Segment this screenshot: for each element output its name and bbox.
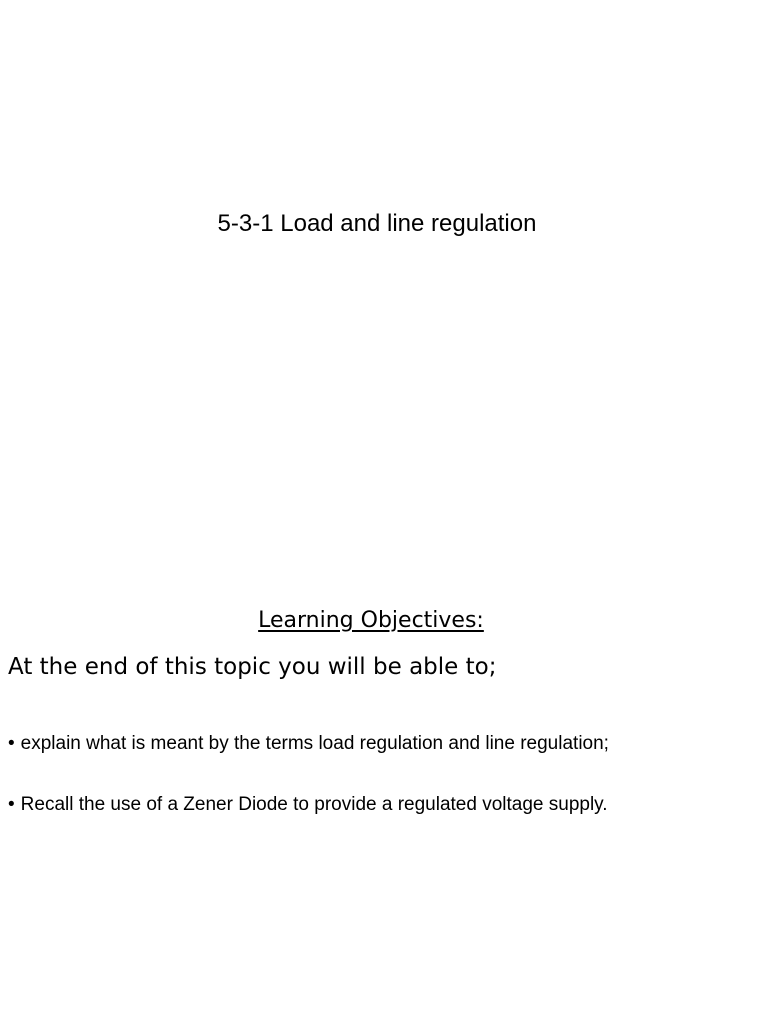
- bullet: •: [8, 794, 15, 815]
- objective-text: Recall the use of a Zener Diode to provide a regulated voltage supply.: [20, 794, 608, 815]
- objective-item: [8, 729, 609, 759]
- objective-item: [8, 790, 609, 820]
- objectives-list: [8, 729, 609, 851]
- slide-title: 5-3-1 Load and line regulation: [217, 210, 537, 237]
- objective-text: explain what is meant by the terms load regulation and line regulation;: [20, 733, 609, 754]
- learning-objectives-heading: Learning Objectives:: [258, 608, 484, 633]
- objectives-intro: At the end of this topic you will be able to;: [8, 654, 497, 680]
- bullet: •: [8, 733, 15, 754]
